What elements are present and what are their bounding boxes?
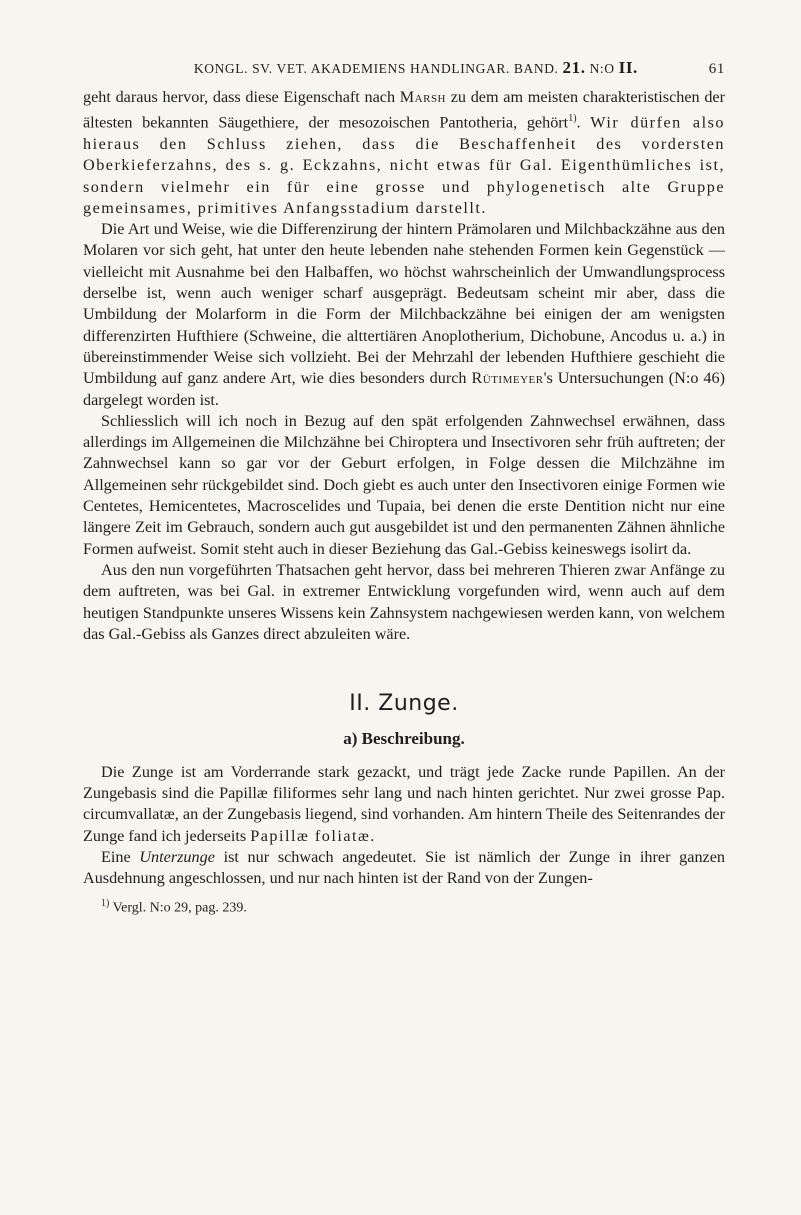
paragraph-5 bbox=[83, 762, 725, 847]
footnote-reference: 1) bbox=[568, 113, 577, 125]
paragraph-text: geht daraus hervor, dass diese Eigenschaft nach bbox=[83, 88, 400, 106]
author-name: Rütimeyer bbox=[471, 369, 544, 388]
running-header bbox=[83, 58, 725, 80]
subsection-heading bbox=[83, 728, 725, 749]
paragraph-3: Schliesslich will ich noch in Bezug auf den spät erfolgenden Zahnwechsel erwähnen, dass allerdings im Allgemeinen die Milchzähne bei Chiroptera und Insectivoren sehr früh auftreten; der Zahnwechsel kann so gar vor der Geburt erfolgen, in Folge dessen die Milchzähne im Allgemeinen sehr rückgebildet sind. Doch giebt es auch unter den Insectivoren einige Formen wie Centetes, Hemicentetes, Macroscelides und Tupaia, bei denen die erste Dentition nicht nur eine längere Zeit im Gebrauch, sondern auch gut ausgebildet ist und den permanenten Zähnen ähnliche Formen aufweist. Somit steht auch in dieser Beziehung das Gal.-Gebiss keineswegs isolirt da. bbox=[83, 411, 725, 558]
issue-number: II. bbox=[618, 58, 638, 77]
body-text bbox=[83, 87, 725, 919]
footnote-marker: 1) bbox=[101, 898, 110, 910]
number-label: N:O bbox=[589, 61, 615, 76]
author-name: Marsh bbox=[399, 88, 447, 106]
paragraph-6 bbox=[83, 847, 725, 890]
emphasized-text: Wir dürfen also hieraus den Schluss ziehen, dass die Beschaffenheit des vordersten Oberkieferzahns, des s. g. Eckzahns, nicht etwas für Gal. Eigenthümliches ist, sondern vielmehr ein für eine grosse und phylogenetisch alte Gruppe gemeinsames, primitives Anfangsstadium darstellt. bbox=[83, 113, 726, 217]
paragraph-text: zu dem am meisten charakteristischen der ältesten bekannten Säugethiere, der mesozoischen Pantotheria, gehört bbox=[83, 88, 726, 132]
emphasized-text: Papillæ foliatæ bbox=[250, 826, 371, 845]
paragraph-2 bbox=[83, 219, 725, 411]
journal-name: KONGL. SV. VET. AKADEMIENS HANDLINGAR. BAND. bbox=[193, 61, 559, 76]
paragraph-text: . bbox=[576, 113, 591, 132]
paragraph-text: Die Art und Weise, wie die Differenzirung der hintern Prämolaren und Milchbackzähne aus den Molaren vor sich geht, hat unter den heute lebenden nahe stehenden Formen kein Gegenstück — vielleicht mit Ausnahme bei den Halbaffen, wo höchst wahrscheinlich der Umwandlungsprocess derselbe ist, wenn auch weniger scharf ausgeprägt. Bedeutsam scheint mir aber, dass die Umbildung der Molarform in die Form der Milchbackzähne bei einigen der am wenigsten differenzirten Hufthiere (Schweine, die alttertiären Anoplotherium, Dichobune, Ancodus u. a.) in übereinstimmender Weise sich vollzieht. Bei der Mehrzahl der lebenden Hufthiere geschieht die Umbildung auf ganz andere Art, wie dies besonders durch bbox=[83, 220, 725, 388]
subsection-heading-text: a) Beschreibung. bbox=[343, 729, 465, 749]
section-heading: II. Zunge. bbox=[349, 691, 459, 717]
footnote-text: Vergl. N:o 29, pag. 239. bbox=[109, 901, 247, 917]
paragraph-4: Aus den nun vorgeführten Thatsachen geht hervor, dass bei mehreren Thieren zwar Anfänge zu dem auftreten, was bei Gal. in extremer Entwicklung vorgefunden wird, wenn auch auf dem heutigen Standpunkte unseres Wissens kein Zahnsystem nachgewiesen werden kann, von welchem das Gal.-Gebiss als Ganzes direct abzuleiten wäre. bbox=[83, 560, 725, 643]
band-number: 21. bbox=[562, 58, 586, 77]
paragraph-text: Die Zunge ist am Vorderrande stark gezackt, und trägt jede Zacke runde Papillen. An der Zungebasis sind die Papillæ filiformes sehr lang und nach hinten gerichtet. Nur zwei grosse Pap. circumvallatæ, an der Zungebasis liegend, sind vorhanden. Am hintern Theile des Seitenrandes der Zunge fand ich jederseits bbox=[83, 762, 725, 845]
page-number: 61 bbox=[708, 61, 725, 77]
paragraph-text: 's Untersuchungen (N:o 46) dargelegt worden ist. bbox=[83, 369, 725, 409]
running-title bbox=[83, 58, 709, 78]
italic-term: Unterzunge bbox=[139, 847, 215, 866]
paragraph-text: . bbox=[370, 826, 375, 845]
paragraph-text: ist nur schwach angedeutet. Sie ist nämlich der Zunge in ihrer ganzen Ausdehnung angeschlossen, und nur nach hinten ist der Rand von der Zungen- bbox=[83, 847, 726, 888]
page bbox=[83, 58, 725, 919]
paragraph-1 bbox=[83, 87, 725, 219]
paragraph-text: Eine bbox=[101, 847, 140, 866]
footnote bbox=[83, 893, 725, 919]
